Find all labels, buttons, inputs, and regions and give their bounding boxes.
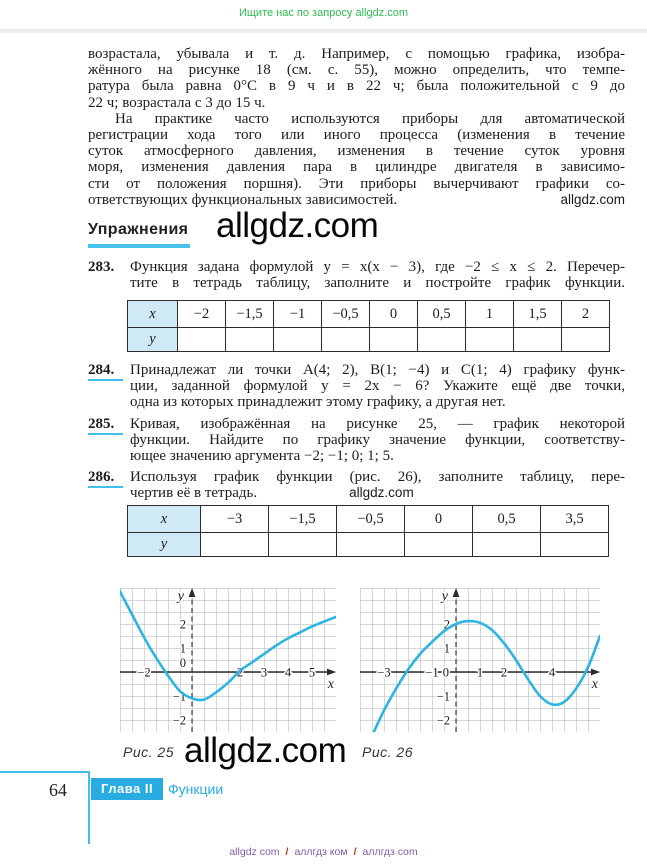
- table-cell: [370, 328, 418, 352]
- tick-label: −1: [425, 665, 439, 680]
- tick-label: 4: [548, 665, 556, 680]
- tick-label: 4: [284, 665, 292, 680]
- page-top-divider: [0, 29, 647, 33]
- problem-number: 283.: [88, 259, 115, 275]
- table-cell: 3,5: [541, 506, 609, 533]
- text-line: возрастала, убывала и т. д. Например, с помощью графика, изобра-: [88, 46, 625, 62]
- section-heading: [88, 221, 188, 239]
- figure-25: [120, 588, 336, 737]
- fig26-plot: [360, 588, 600, 732]
- footer-link: аллгдз com: [362, 846, 418, 858]
- problem-286: [88, 469, 625, 501]
- table-cell: −3: [201, 506, 269, 533]
- tick-label: 5: [308, 665, 316, 680]
- text-line: тите в тетрадь таблицу, заполните и постройте график функции.: [130, 275, 625, 292]
- x-axis-arrow: [591, 669, 600, 676]
- text-line: 22 ч; возрастала с 3 до 15 ч.: [88, 94, 266, 111]
- footer-horizontal-rule: [0, 771, 89, 773]
- intro-paragraphs: [88, 46, 625, 208]
- figure-26: [360, 588, 600, 737]
- text-line: Используя график функции (рис. 26), заполните таблицу, пере-: [130, 469, 625, 485]
- watermark-large: allgdz.com: [184, 731, 347, 770]
- text-line-end: ответствующих функциональных зависимостей.: [88, 191, 398, 208]
- axis-label: y: [441, 589, 448, 604]
- text-line-end: чертив её в тетрадь.: [130, 485, 258, 502]
- footer-link: аллгдз ком: [294, 846, 348, 858]
- axis-label: y: [177, 589, 184, 604]
- text-line: суток атмосферного давления, изменения в течение суток уровня: [88, 143, 625, 160]
- function-curve: [120, 589, 336, 700]
- watermark-large: allgdz.com: [216, 206, 379, 245]
- row-label: x: [128, 506, 201, 533]
- problem-number: 285.: [88, 416, 115, 432]
- section-title: Упражнения: [88, 221, 189, 238]
- table-cell: −0,5: [322, 301, 370, 328]
- figure-26-caption: Рис. 26: [362, 744, 413, 760]
- text-line: регистрации хода того или иного процесса (изменения в течение: [88, 127, 625, 144]
- row-label: y: [128, 533, 201, 557]
- text-line: ратура была равна 0°С в 9 ч и в 22 ч; была положительной с 9 до: [88, 78, 625, 95]
- table-cell: 0: [370, 301, 418, 328]
- text-line: Функция задана формулой y = x(x − 3), где −2 ≤ x ≤ 2. Перечер-: [130, 259, 625, 275]
- row-label: x: [128, 301, 178, 328]
- problem-number-underline: [88, 433, 123, 436]
- text-line: функции. Найдите по графику значение функции, соответству-: [130, 432, 625, 449]
- table-286: [127, 505, 609, 557]
- table-cell: [473, 533, 541, 557]
- problem-number: 286.: [88, 469, 115, 485]
- x-axis-arrow: [327, 669, 336, 676]
- table-cell: [337, 533, 405, 557]
- y-axis-arrow: [189, 588, 196, 597]
- table-cell: 1: [466, 301, 514, 328]
- table-cell: −1,5: [226, 301, 274, 328]
- page-number: 64: [49, 780, 67, 800]
- tick-label: −1: [436, 689, 450, 704]
- tick-label: 0: [179, 656, 186, 670]
- axis-label: x: [327, 677, 334, 692]
- y-axis-arrow: [453, 588, 460, 597]
- tick-label: 2: [236, 665, 244, 680]
- table-283: [127, 300, 610, 352]
- table-cell: −1: [274, 301, 322, 328]
- chapter-badge: Глава II: [91, 778, 163, 800]
- tick-label: 3: [260, 665, 268, 680]
- problem-number-underline: [88, 379, 123, 382]
- tick-label: 1: [476, 665, 484, 680]
- table-cell: [269, 533, 337, 557]
- footer-separator: /: [353, 846, 357, 858]
- tick-label: 2: [179, 617, 186, 632]
- table-cell: [274, 328, 322, 352]
- text-line: Кривая, изображённая на рисунке 25, — график некоторой: [130, 416, 625, 432]
- figure-25-caption: Рис. 25: [123, 744, 174, 760]
- table-cell: 1,5: [514, 301, 562, 328]
- footer-separator: /: [285, 846, 289, 858]
- function-curve: [373, 621, 600, 732]
- table-cell: [201, 533, 269, 557]
- table-cell: 0,5: [473, 506, 541, 533]
- footer-vertical-rule: [88, 771, 90, 844]
- table-cell: [405, 533, 473, 557]
- text-line: одна из которых принадлежит этому графику, а другая нет.: [130, 394, 506, 411]
- tick-label: 2: [500, 665, 508, 680]
- tick-label: −3: [377, 665, 391, 680]
- grid-lines: [120, 588, 336, 732]
- table-cell: 0,5: [418, 301, 466, 328]
- tick-label: 1: [443, 641, 450, 656]
- footer-link: allgdz com: [229, 846, 280, 858]
- table-cell: [541, 533, 609, 557]
- problem-285: [88, 416, 625, 465]
- text-line: моря, изменения давления пара в цилиндре двигателя в зависимо-: [88, 159, 625, 176]
- problem-283: [88, 259, 625, 291]
- grid-lines: [360, 588, 600, 732]
- row-label: y: [128, 328, 178, 352]
- table-cell: [418, 328, 466, 352]
- fig25-plot: [120, 588, 336, 732]
- text-line: [130, 485, 625, 501]
- watermark-inline: allgdz.com: [560, 191, 625, 207]
- table-cell: [466, 328, 514, 352]
- tick-label: −2: [137, 665, 151, 680]
- tick-label: 0: [442, 665, 449, 680]
- axis-label: x: [591, 677, 598, 692]
- table-cell: 2: [562, 301, 610, 328]
- table-cell: [322, 328, 370, 352]
- header-site-note: Ищите нас по запросу allgdz.com: [238, 7, 409, 19]
- table-cell: −1,5: [269, 506, 337, 533]
- problem-number-underline: [88, 486, 123, 489]
- footer-links: [0, 846, 647, 858]
- problem-284: [88, 362, 625, 411]
- tick-label: 2: [443, 617, 450, 632]
- section-underline: [88, 244, 190, 248]
- tick-label: −1: [172, 689, 186, 704]
- chapter-name: Функции: [168, 781, 224, 797]
- table-cell: −2: [178, 301, 226, 328]
- text-line: ции, заданной формулой y = 2x − 6? Укажите ещё две точки,: [130, 378, 625, 395]
- table-cell: [178, 328, 226, 352]
- problem-number: 284.: [88, 362, 115, 378]
- text-line: жённого на рисунке 18 (см. с. 55), можно определить, что темпе-: [88, 62, 625, 79]
- text-line: На практике часто используются приборы для автоматической: [115, 110, 625, 127]
- table-cell: 0: [405, 506, 473, 533]
- watermark-inline: allgdz.com: [349, 485, 414, 501]
- table-cell: [514, 328, 562, 352]
- tick-label: −2: [436, 713, 450, 728]
- tick-label: −2: [172, 713, 186, 728]
- text-line: ющее значению аргумента −2; −1; 0; 1; 5.: [130, 448, 394, 465]
- table-cell: [562, 328, 610, 352]
- table-cell: −0,5: [337, 506, 405, 533]
- text-line: Принадлежат ли точки A(4; 2), B(1; −4) и C(1; 4) графику функ-: [130, 362, 625, 378]
- table-cell: [226, 328, 274, 352]
- text-line: сти от положения поршня). Эти приборы вычерчивают графики со-: [88, 175, 625, 192]
- tick-label: 1: [179, 641, 186, 656]
